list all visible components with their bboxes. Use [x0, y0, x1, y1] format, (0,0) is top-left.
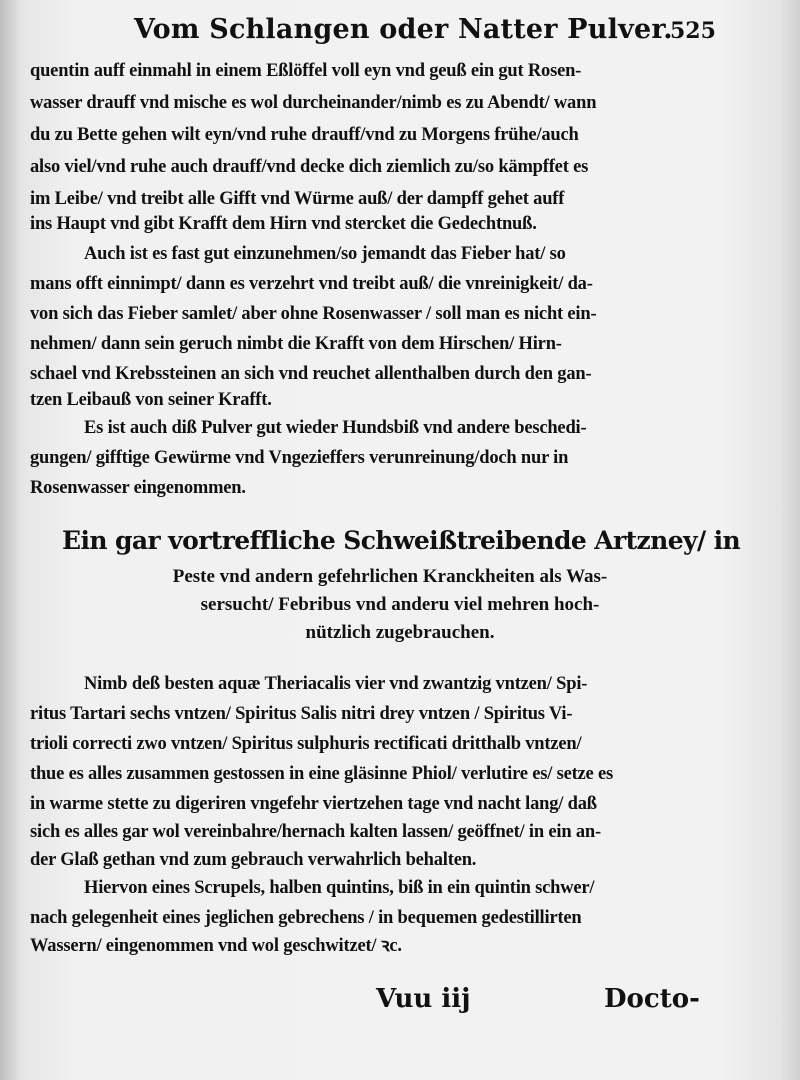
catchword: Docto-: [604, 984, 700, 1014]
text-line: ins Haupt vnd gibt Krafft dem Hirn vnd stercket die Gedechtnuß.: [30, 214, 537, 234]
text-line: Es ist auch diß Pulver gut wieder Hundsbiß vnd andere beschedi-: [84, 418, 587, 438]
text-line: also viel/vnd ruhe auch drauff/vnd decke dich ziemlich zu/so kämpffet es: [30, 157, 589, 177]
running-head: Vom Schlangen oder Natter Pulver.: [134, 14, 673, 45]
text-line: Nimb deß besten aquæ Theriacalis vier vnd zwantzig vntzen/ Spi-: [84, 674, 588, 694]
section-subheading: sersucht/ Febribus vnd anderu viel mehren hoch-: [200, 594, 600, 615]
text-line: sich es alles gar wol vereinbahre/hernach kalten lassen/ geöffnet/ in ein an-: [30, 822, 601, 842]
section-heading: Ein gar vortreffliche Schweißtreibende Artzney/ in: [62, 526, 741, 555]
text-line: Rosenwasser eingenommen.: [30, 478, 246, 498]
text-line: Auch ist es fast gut einzunehmen/so jemandt das Fieber hat/ so: [84, 244, 566, 264]
page-number: 525: [670, 18, 716, 44]
text-line: im Leibe/ vnd treibt alle Gifft vnd Würme auß/ der dampff gehet auff: [30, 189, 565, 209]
text-line: der Glaß gethan vnd zum gebrauch verwahrlich behalten.: [30, 850, 477, 870]
text-line: schael vnd Krebssteinen an sich vnd reuchet allenthalben durch den gan-: [30, 364, 592, 384]
text-line: in warme stette zu digeriren vngefehr viertzehen tage vnd nacht lang/ daß: [30, 794, 597, 814]
text-line: thue es alles zusammen gestossen in eine gläsinne Phiol/ verlutire es/ setze es: [30, 764, 613, 784]
text-line: Hiervon eines Scrupels, halben quintins, biß in ein quintin schwer/: [84, 878, 595, 898]
text-line: gungen/ gifftige Gewürme vnd Vngezieffers verunreinung/doch nur in: [30, 448, 569, 468]
text-line: nach gelegenheit eines jeglichen gebrechens / in bequemen gedestillirten: [30, 908, 582, 928]
signature-mark: Vuu iij: [376, 984, 471, 1014]
text-line: nehmen/ dann sein geruch nimbt die Krafft von dem Hirschen/ Hirn-: [30, 334, 562, 354]
text-line: mans offt einnimpt/ dann es verzehrt vnd treibt auß/ die vnreinigkeit/ da-: [30, 274, 593, 294]
text-line: Wassern/ eingenommen vnd wol geschwitzet/ ꝛc.: [30, 936, 402, 956]
section-subheading: Peste vnd andern gefehrlichen Kranckheiten als Was-: [172, 566, 608, 587]
text-line: ritus Tartari sechs vntzen/ Spiritus Salis nitri drey vntzen / Spiritus Vi-: [30, 704, 573, 724]
text-line: trioli correcti zwo vntzen/ Spiritus sulphuris rectificati dritthalb vntzen/: [30, 734, 582, 754]
text-line: quentin auff einmahl in einem Eßlöffel voll eyn vnd geuß ein gut Rosen-: [30, 61, 582, 81]
text-line: wasser drauff vnd mische es wol durcheinander/nimb es zu Abendt/ wann: [30, 93, 597, 113]
text-line: tzen Leibauß von seiner Krafft.: [30, 390, 272, 410]
text-line: von sich das Fieber samlet/ aber ohne Rosenwasser / soll man es nicht ein-: [30, 304, 597, 324]
text-line: du zu Bette gehen wilt eyn/vnd ruhe drauff/vnd zu Morgens frühe/auch: [30, 125, 579, 145]
section-subheading: nützlich zugebrauchen.: [305, 622, 495, 643]
